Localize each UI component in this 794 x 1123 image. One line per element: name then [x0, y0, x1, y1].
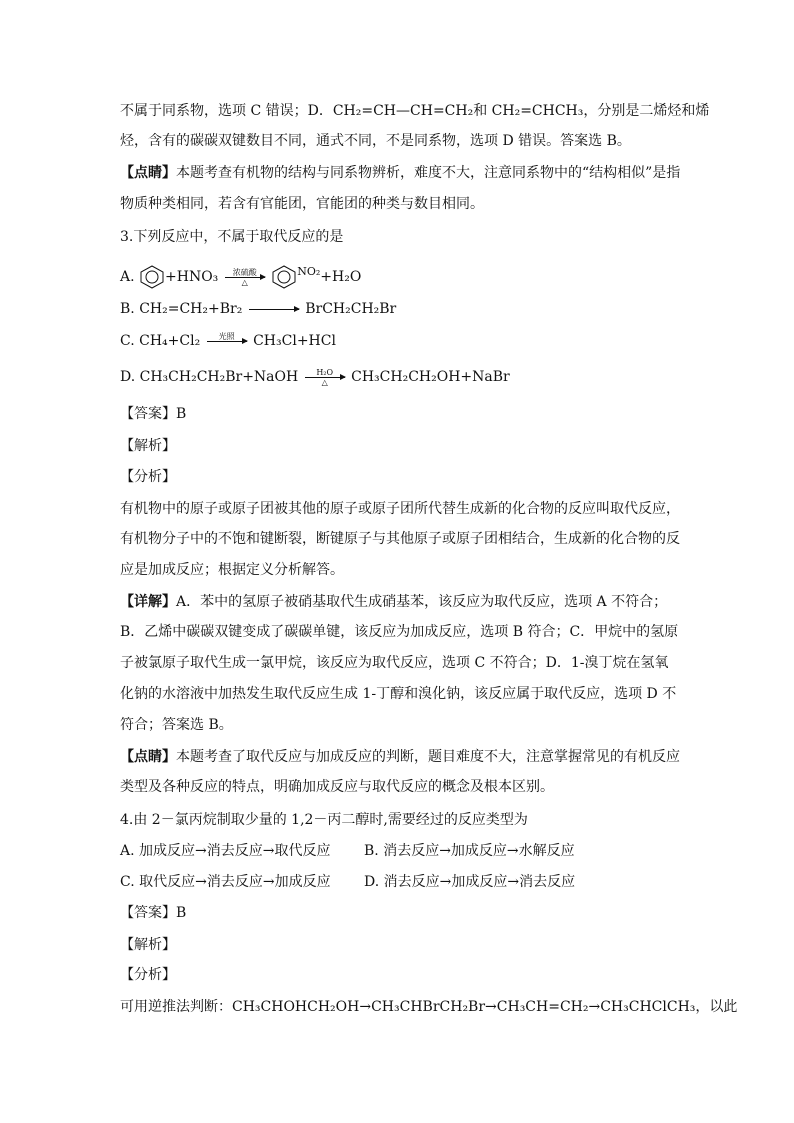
option-c-reactant: C. CH₄+Cl₂: [120, 333, 201, 349]
option-row: [120, 841, 680, 861]
analysis-tag: 【解析】: [120, 937, 176, 953]
nitro-group: NO₂: [297, 265, 321, 278]
option-d: [120, 367, 680, 387]
detail-text: A．苯中的氢原子被硝基取代生成硝基苯，该反应为取代反应，选项 A 不符合；: [176, 594, 668, 610]
option-c-product: CH₃Cl+HCl: [253, 333, 336, 349]
arrow-condition: △: [321, 377, 328, 387]
reaction-arrow: [207, 332, 247, 351]
detail-line: 化钠的水溶液中加热发生取代反应生成 1-丁醇和溴化钠，该反应属于取代反应，选项 D 不: [120, 686, 677, 702]
dianjing-line: [120, 747, 680, 767]
option-b: [120, 299, 680, 319]
dianjing-line: 物质种类相同，若含有官能团，官能团的种类与数目相同。: [120, 196, 484, 212]
option-b: B. 消去反应→加成反应→水解反应: [364, 843, 575, 859]
detail-line: 子被氯原子取代生成一氯甲烷，该反应为取代反应，选项 C 不符合；D．1-溴丁烷在氢氧: [120, 655, 669, 671]
option-a: A. 加成反应→消去反应→取代反应: [120, 843, 331, 859]
option-d-product: CH₃CH₂CH₂OH+NaBr: [351, 369, 510, 385]
option-row: [120, 872, 680, 892]
benzene-ring-icon: [271, 265, 297, 289]
answer-line: 【答案】B: [120, 406, 187, 422]
dianjing-tag: 【点睛】: [120, 749, 176, 765]
arrow-condition: △: [241, 277, 248, 287]
option-b-reactant: B. CH₂=CH₂+Br₂: [120, 301, 243, 317]
option-a-reactant: +HNO₃: [165, 269, 219, 285]
arrow-condition: 浓硫酸: [232, 267, 257, 277]
dianjing-text: 本题考查了取代反应与加成反应的判断，题目难度不大，注意掌握常见的有机反应: [176, 749, 680, 765]
reaction-arrow: [249, 300, 299, 319]
option-d-reactant: D. CH₃CH₂CH₂Br+NaOH: [120, 369, 299, 385]
detail-tag: 【详解】: [120, 594, 176, 610]
option-a-product: +H₂O: [320, 269, 362, 285]
option-b-product: BrCH₂CH₂Br: [305, 301, 397, 317]
dianjing-line: [120, 163, 680, 183]
question-stem: 4.由 2－氯丙烷制取少量的 1,2－丙二醇时,需要经过的反应类型为: [120, 812, 528, 828]
option-c: [120, 331, 680, 351]
option-c: C. 取代反应→消去反应→加成反应: [120, 874, 331, 890]
analysis-subtag: 【分析】: [120, 967, 176, 983]
analysis-line: 有机物中的原子或原子团被其他的原子或原子团所代替生成新的化合物的反应叫取代反应，: [120, 501, 680, 517]
para-line: 不属于同系物，选项 C 错误；D．CH₂=CH—CH=CH₂和 CH₂=CHCH₃，分别是二烯烃和烯: [120, 103, 710, 119]
analysis-line: 可用逆推法判断：CH₃CHOHCH₂OH→CH₃CHBrCH₂Br→CH₃CH=CH₂→CH₃CHClCH₃，以此: [120, 999, 738, 1015]
dianjing-tag: 【点睛】: [120, 165, 176, 181]
analysis-subtag: 【分析】: [120, 469, 176, 485]
analysis-line: 有机物分子中的不饱和键断裂，断键原子与其他原子或原子团相结合，生成新的化合物的反: [120, 531, 680, 547]
option-a: [120, 262, 680, 289]
para-line: 烃，含有的碳碳双键数目不同，通式不同，不是同系物，选项 D 错误。答案选 B。: [120, 133, 631, 149]
benzene-ring-icon: [139, 265, 165, 289]
question-stem: 3.下列反应中，不属于取代反应的是: [120, 229, 344, 245]
dianjing-line: 类型及各种反应的特点，明确加成反应与取代反应的概念及根本区别。: [120, 779, 554, 795]
answer-line: 【答案】B: [120, 905, 187, 921]
dianjing-text: 本题考查有机物的结构与同系物辨析，难度不大，注意同系物中的“结构相似”是指: [176, 165, 681, 181]
reaction-arrow: [225, 268, 265, 287]
arrow-condition: H₂O: [316, 367, 334, 377]
analysis-line: 应是加成反应；根据定义分析解答。: [120, 562, 344, 578]
option-a-label: A.: [120, 269, 135, 285]
option-d: D. 消去反应→加成反应→消去反应: [364, 874, 576, 890]
detail-line: [120, 592, 680, 612]
detail-line: B．乙烯中碳碳双键变成了碳碳单键，该反应为加成反应，选项 B 符合；C．甲烷中的氢原: [120, 624, 679, 640]
analysis-tag: 【解析】: [120, 438, 176, 454]
reaction-arrow: [305, 368, 345, 387]
detail-line: 符合；答案选 B。: [120, 717, 233, 733]
arrow-condition: 光照: [218, 331, 235, 341]
